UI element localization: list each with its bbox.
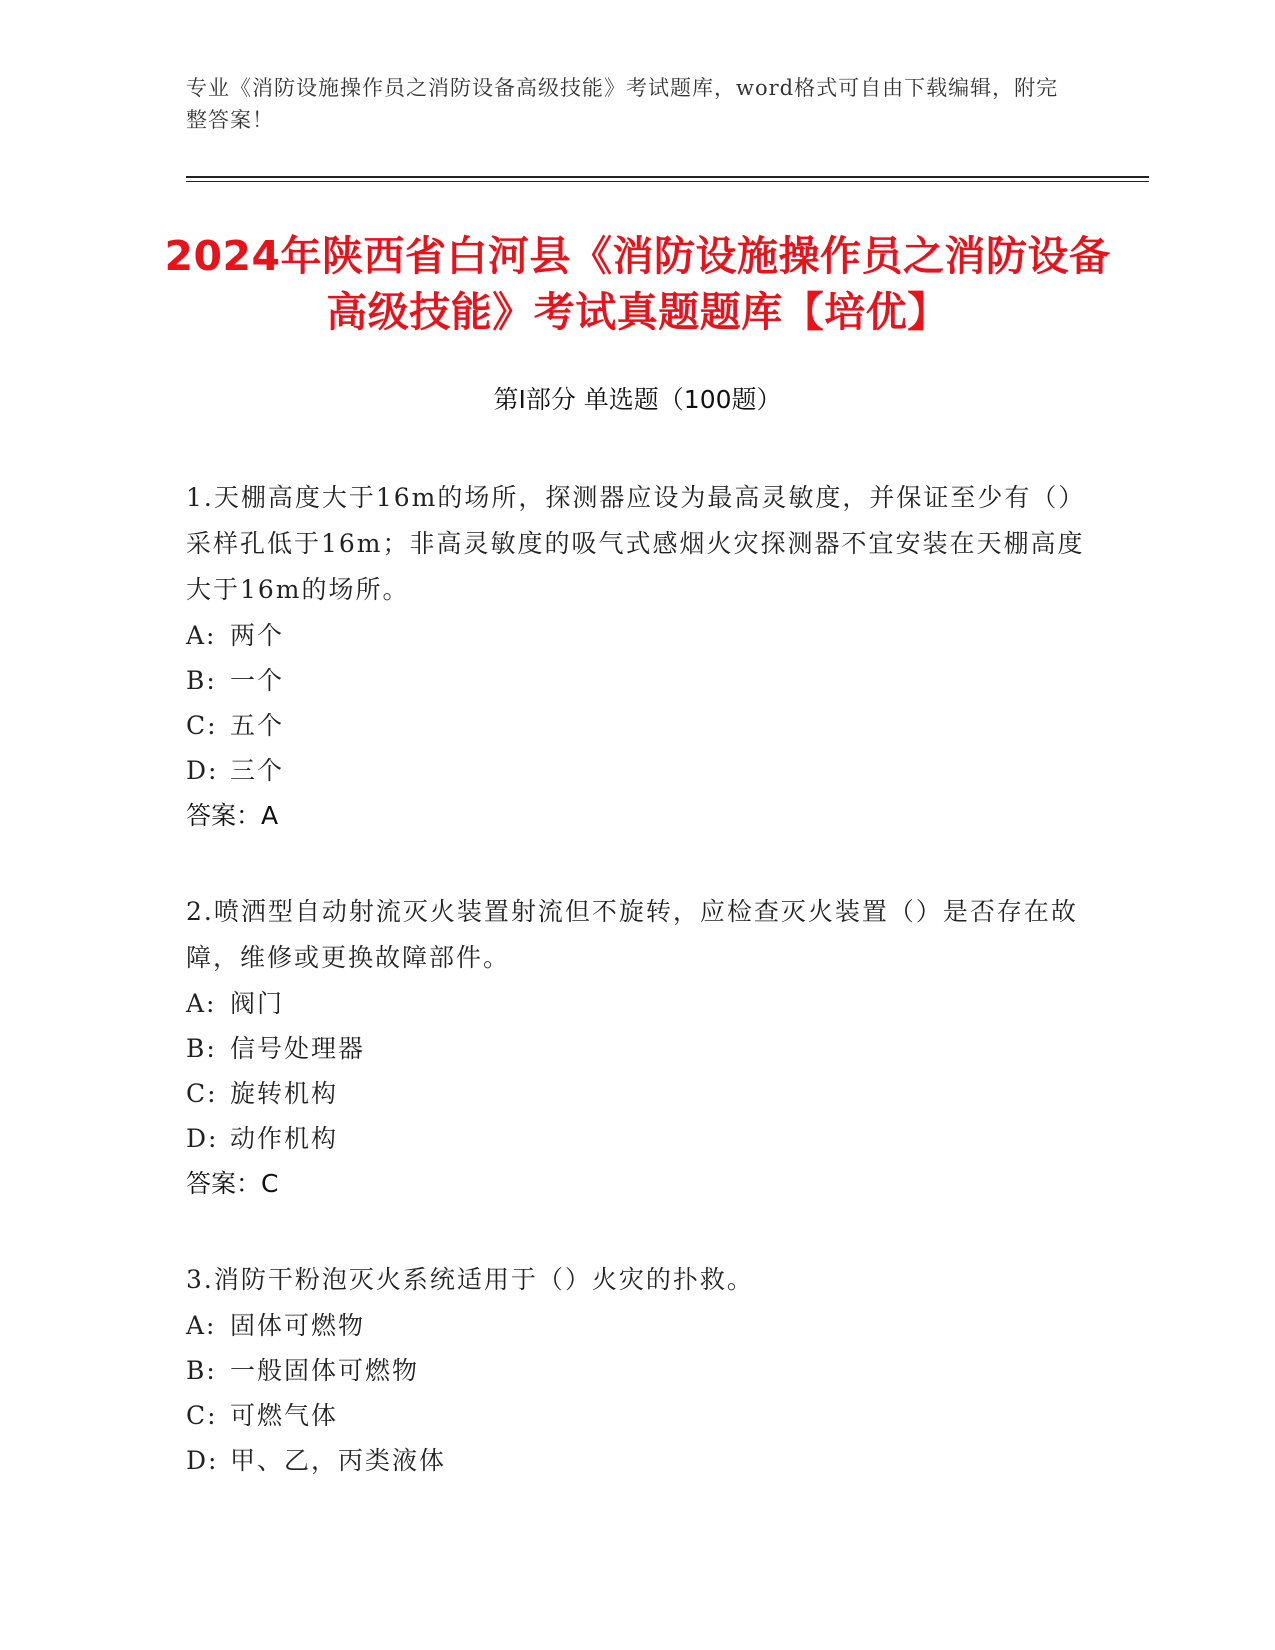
option-text: 旋转机构 <box>230 1079 339 1108</box>
header-divider-thick <box>186 176 1149 178</box>
header-divider-thin <box>186 181 1149 182</box>
document-title: 2024年陕西省白河县《消防设施操作员之消防设备高级技能》考试真题题库【培优】 <box>164 232 1111 336</box>
option-letter: A: <box>186 1311 217 1340</box>
header-note: 专业《消防设施操作员之消防设备高级技能》考试题库，word格式可自由下载编辑，附完整答案！ <box>186 76 1059 132</box>
option-b <box>186 1026 1086 1071</box>
option-text: 可燃气体 <box>230 1401 339 1430</box>
option-letter: D: <box>186 1446 219 1475</box>
option-letter: A: <box>186 989 217 1018</box>
option-a <box>186 981 1086 1026</box>
section-heading: 第I部分 单选题（100题） <box>493 385 782 414</box>
option-letter: C: <box>186 711 218 740</box>
option-letter: B: <box>186 666 217 695</box>
option-d <box>186 1438 1086 1483</box>
option-b <box>186 658 1086 703</box>
option-letter: B: <box>186 1034 217 1063</box>
option-c <box>186 1071 1086 1116</box>
question-1 <box>186 475 1086 839</box>
option-text: 信号处理器 <box>230 1034 366 1063</box>
option-a <box>186 613 1086 658</box>
option-letter: A: <box>186 621 217 650</box>
option-c <box>186 703 1086 748</box>
option-text: 一般固体可燃物 <box>230 1356 420 1385</box>
option-letter: C: <box>186 1401 218 1430</box>
option-letter: D: <box>186 756 219 785</box>
option-text: 甲、乙，丙类液体 <box>230 1446 447 1475</box>
option-a <box>186 1303 1086 1348</box>
option-c <box>186 1393 1086 1438</box>
question-2 <box>186 889 1086 1207</box>
option-d <box>186 1116 1086 1161</box>
question-3 <box>186 1257 1086 1483</box>
option-letter: D: <box>186 1124 219 1153</box>
option-text: 三个 <box>230 756 285 785</box>
answer: 答案：A <box>186 801 279 830</box>
option-text: 一个 <box>230 666 285 695</box>
question-list <box>186 475 1086 1533</box>
option-text: 固体可燃物 <box>230 1311 366 1340</box>
option-text: 阀门 <box>230 989 285 1018</box>
question-stem: 3.消防干粉泡灭火系统适用于（）火灾的扑救。 <box>186 1265 754 1294</box>
option-letter: B: <box>186 1356 217 1385</box>
option-text: 动作机构 <box>230 1124 339 1153</box>
option-text: 两个 <box>230 621 285 650</box>
question-stem: 2.喷洒型自动射流灭火装置射流但不旋转，应检查灭火装置（）是否存在故障，维修或更换故障部件。 <box>186 897 1078 972</box>
question-stem: 1.天棚高度大于16m的场所，探测器应设为最高灵敏度，并保证至少有（）采样孔低于16m；非高灵敏度的吸气式感烟火灾探测器不宜安装在天棚高度大于16m的场所。 <box>186 483 1086 604</box>
answer: 答案：C <box>186 1169 279 1198</box>
option-b <box>186 1348 1086 1393</box>
option-text: 五个 <box>230 711 285 740</box>
option-d <box>186 748 1086 793</box>
option-letter: C: <box>186 1079 218 1108</box>
